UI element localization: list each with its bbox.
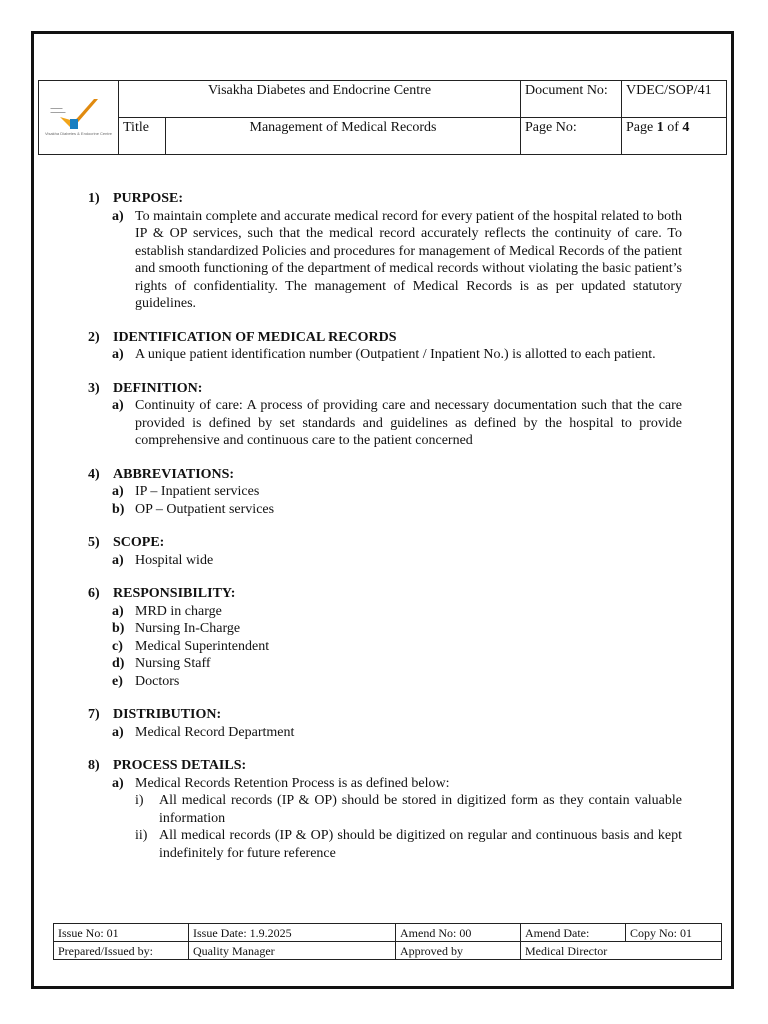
item-label: a): [112, 398, 124, 413]
amend-no: Amend No: 00: [396, 924, 521, 942]
list-item: [112, 775, 682, 793]
section-responsibility: [88, 585, 682, 690]
section-title: ABBREVIATIONS:: [113, 466, 235, 482]
item-text: IP – Inpatient services: [135, 484, 260, 499]
list-item: [112, 620, 682, 638]
prepared-by-value: Quality Manager: [189, 942, 396, 960]
issue-date: Issue Date: 1.9.2025: [189, 924, 396, 942]
item-label: b): [112, 621, 125, 636]
item-label: a): [112, 724, 124, 740]
prepared-by-label: Prepared/Issued by:: [54, 942, 189, 960]
item-label: a): [112, 484, 124, 499]
section-heading: [88, 380, 682, 398]
copy-no: Copy No: 01: [626, 924, 722, 942]
logo-caption: Visakha Diabetes & Endocrine Centre: [44, 130, 113, 136]
section-number: 8): [88, 758, 100, 773]
list-item: [112, 603, 682, 621]
section-heading: [88, 534, 682, 552]
list-item: [112, 638, 682, 656]
page-prefix: Page: [626, 120, 657, 135]
item-label: a): [112, 208, 124, 224]
section-title: IDENTIFICATION OF MEDICAL RECORDS: [113, 329, 397, 345]
section-number: 7): [88, 707, 100, 722]
item-text: Hospital wide: [135, 552, 214, 568]
item-text: Continuity of care: A process of providing care and necessary documentation such that the care provided is defined by set standards and guidelines as defined by the hospital to provide comprehensive and continuous care to the patient concerned: [135, 398, 682, 448]
org-name: Visakha Diabetes and Endocrine Centre: [119, 81, 521, 118]
section-heading: [88, 329, 682, 347]
section-number: 2): [88, 329, 100, 345]
item-label: b): [112, 501, 125, 517]
section-heading: [88, 706, 682, 724]
sub-list-item: [135, 792, 682, 827]
document-header-table: [38, 80, 727, 155]
item-label: a): [112, 347, 124, 362]
section-heading: [88, 190, 682, 208]
sub-item-label: i): [135, 793, 144, 808]
section-distribution: [88, 706, 682, 741]
amend-date: Amend Date:: [521, 924, 626, 942]
sub-item-text: All medical records (IP & OP) should be digitized on regular and continuous basis and kept indefinitely for future reference: [159, 828, 682, 861]
item-text: Nursing Staff: [135, 656, 211, 671]
item-label: d): [112, 656, 125, 671]
item-text: To maintain complete and accurate medical record for every patient of the hospital related to both IP & OP services, such that the medical record accurately reflects the continuity of care. To establish standardized Policies and procedures for management of Medical Records of the patient and smooth functioning of the department of medical records without violating the basic patient’s rights of confidentiality. The management of Medical Records is as per updated statutory guidelines.: [135, 208, 682, 311]
item-text: Medical Superintendent: [135, 638, 270, 654]
section-heading: [88, 585, 682, 603]
item-text: MRD in charge: [135, 603, 222, 619]
list-item: [112, 501, 682, 519]
sub-item-label: ii): [135, 828, 148, 843]
item-text: A unique patient identification number (Outpatient / Inpatient No.) is allotted to each patient.: [135, 347, 656, 362]
logo-tagline: ▬▬▬▬ ▬▬▬▬▬: [50, 105, 66, 114]
approved-by-label: Approved by: [396, 942, 521, 960]
list-item: [112, 208, 682, 313]
page-no-label: Page No:: [521, 118, 622, 155]
item-text: Nursing In-Charge: [135, 621, 241, 636]
section-title: RESPONSIBILITY:: [113, 586, 236, 601]
item-label: c): [112, 638, 123, 654]
list-item: [112, 483, 682, 501]
section-heading: [88, 757, 682, 775]
page-of: of: [663, 120, 683, 135]
sub-list-item: [135, 827, 682, 862]
section-definition: [88, 380, 682, 450]
title-value: Management of Medical Records: [166, 118, 521, 155]
section-number: 3): [88, 380, 100, 396]
list-item: [112, 346, 682, 364]
section-scope: [88, 534, 682, 569]
section-number: 1): [88, 191, 100, 206]
list-item: [112, 397, 682, 450]
item-label: a): [112, 775, 124, 791]
document-no-value: VDEC/SOP/41: [622, 81, 727, 118]
section-process-details: [88, 757, 682, 862]
section-purpose: [88, 190, 682, 313]
section-title: SCOPE:: [113, 535, 165, 550]
list-item: [112, 724, 682, 742]
section-number: 6): [88, 586, 100, 601]
item-text: Doctors: [135, 673, 180, 689]
approved-by-value: Medical Director: [521, 942, 722, 960]
page-no-value: [622, 118, 727, 155]
page-current: 1: [656, 120, 664, 135]
section-number: 4): [88, 466, 100, 482]
section-number: 5): [88, 535, 100, 550]
section-identification: [88, 329, 682, 364]
item-label: a): [112, 552, 124, 568]
section-heading: [88, 466, 682, 484]
issue-no: Issue No: 01: [54, 924, 189, 942]
item-text: Medical Record Department: [135, 724, 295, 740]
page-total: 4: [682, 120, 690, 135]
section-abbreviations: [88, 466, 682, 519]
section-title: PURPOSE:: [113, 191, 183, 206]
document-body: [88, 190, 682, 878]
title-label: Title: [119, 118, 166, 155]
item-text: OP – Outpatient services: [135, 501, 275, 517]
section-title: PROCESS DETAILS:: [113, 758, 247, 773]
list-item: [112, 552, 682, 570]
list-item: [112, 673, 682, 691]
document-footer-table: [53, 923, 722, 960]
sub-item-text: All medical records (IP & OP) should be stored in digitized form as they contain valuable information: [159, 793, 682, 826]
item-label: a): [112, 603, 124, 619]
hospital-logo: [41, 85, 117, 147]
list-item: [112, 655, 682, 673]
item-label: e): [112, 673, 123, 689]
logo-cell: [39, 81, 119, 155]
document-no-label: Document No:: [521, 81, 622, 118]
section-title: DEFINITION:: [113, 380, 203, 396]
item-text: Medical Records Retention Process is as defined below:: [135, 775, 450, 791]
section-title: DISTRIBUTION:: [113, 707, 222, 722]
